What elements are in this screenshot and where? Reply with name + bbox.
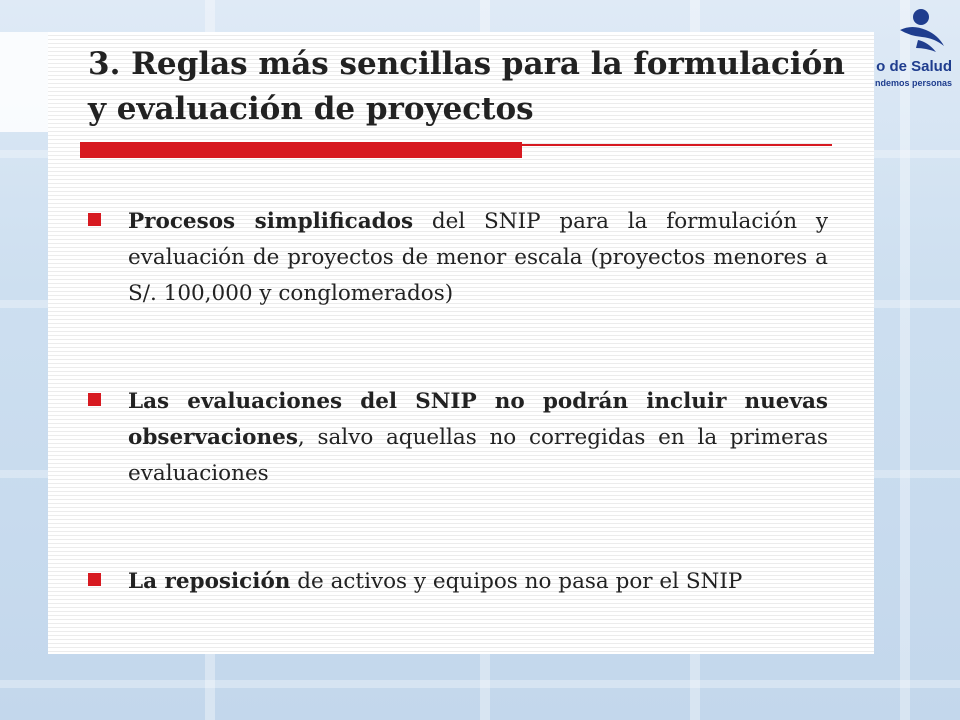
bullet-body-text: del SNIP para la formulación y evaluación de proyectos de menor escala (proyectos menores a S/. 100,000 y conglomerados) [128, 209, 828, 306]
bullet-bold-text: La reposición [128, 569, 291, 594]
bullet-bold-text: Procesos simplificados [128, 209, 414, 234]
bullet-bold-text: Las evaluaciones del SNIP no podrán incluir nuevas observaciones [128, 389, 828, 450]
slide-content [48, 32, 874, 654]
bullet-text [128, 384, 828, 492]
logo-name: o de Salud [876, 58, 952, 75]
title-underline-thick [80, 142, 522, 158]
bullet-body-text: , salvo aquellas no corregidas en la primeras evaluaciones [128, 425, 828, 486]
square-bullet-icon [88, 393, 101, 406]
bullet-text [128, 564, 828, 600]
square-bullet-icon [88, 573, 101, 586]
square-bullet-icon [88, 213, 101, 226]
title-underline-thin [522, 144, 832, 146]
slide-title: 3. Reglas más sencillas para la formulación y evaluación de proyectos [88, 46, 845, 127]
bullet-text [128, 204, 828, 312]
bullet-body-text: de activos y equipos no pasa por el SNIP [290, 569, 743, 594]
logo-tagline: ndemos personas [874, 78, 952, 88]
